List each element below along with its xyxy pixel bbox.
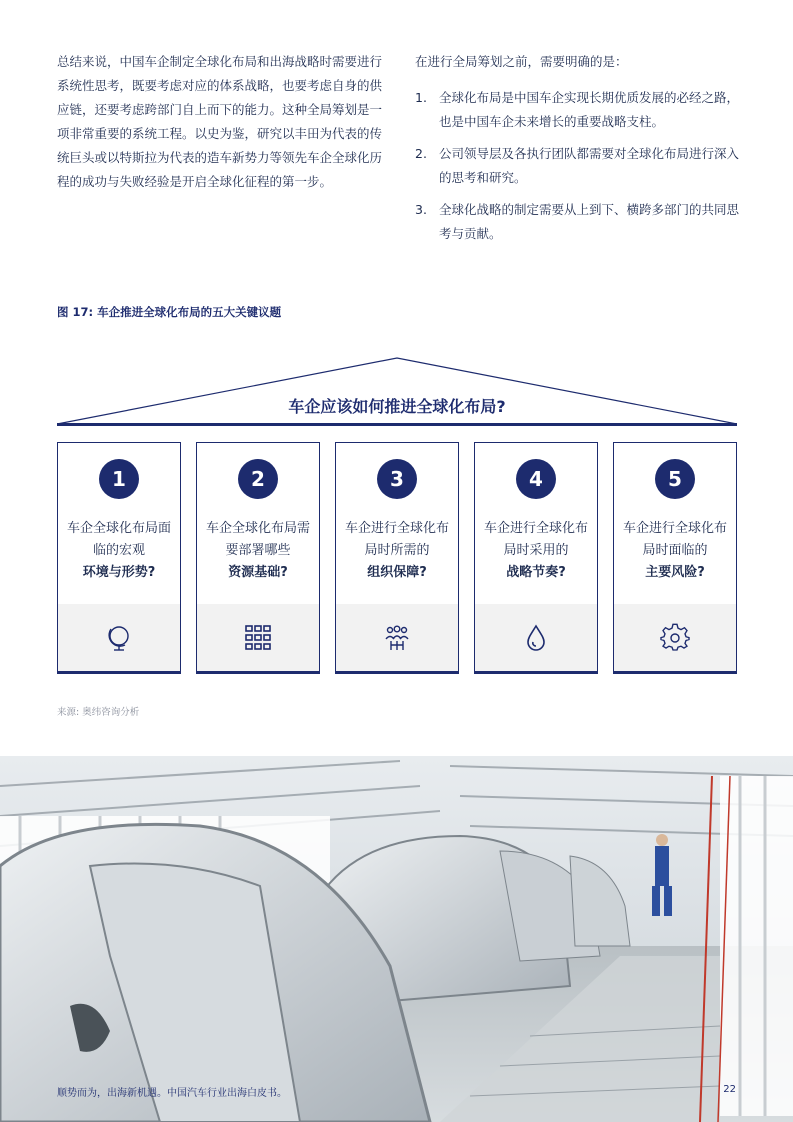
list-item: 3. 全球化战略的制定需要从上到下、横跨多部门的共同思考与贡献。: [415, 202, 740, 241]
topic-text: 车企全球化布局需要部署哪些 资源基础?: [205, 521, 310, 580]
drop-icon: [521, 623, 551, 653]
requirements-list: [415, 86, 745, 246]
topic-text: 车企进行全球化布局时采用的 战略节奏?: [483, 521, 588, 580]
grid-icon: [243, 623, 273, 653]
page-number: 22: [723, 1084, 736, 1095]
topic-card-5: [613, 442, 737, 674]
requirements-column: [415, 50, 745, 254]
list-item: 2. 公司领导层及各执行团队都需要对全球化布局进行深入的思考和研究。: [415, 146, 740, 185]
number-badge: 1: [99, 459, 139, 499]
number-badge: 3: [377, 459, 417, 499]
number-badge: 5: [655, 459, 695, 499]
topic-text: 车企全球化布局面临的宏观 环境与形势?: [66, 521, 171, 580]
icon-panel: [58, 604, 180, 671]
roof-title: 车企应该如何推进全球化布局?: [288, 397, 506, 416]
figure-title: 图 17: 车企推进全球化布局的五大关键议题: [57, 305, 282, 319]
globe-icon: [104, 623, 134, 653]
topic-card-1: [57, 442, 181, 674]
icon-panel: [336, 604, 458, 671]
icon-panel: [614, 604, 736, 671]
list-item: 1. 全球化布局是中国车企实现长期优质发展的必经之路，也是中国车企未来增长的重要战略支柱。: [415, 90, 740, 129]
team-icon: [382, 623, 412, 653]
intro-paragraph: 总结来说，中国车企制定全球化布局和出海战略时需要进行系统性思考，既要考虑对应的体系战略，也要考虑自身的供应链，还要考虑跨部门自上而下的能力。这种全局筹划是一项非常重要的系统工程。以史为鉴，研究以丰田为代表的传统巨头或以特斯拉为代表的造车新势力等领先车企全球化历程的成功与失败经验是开启全球化征程的第一步。: [57, 54, 383, 189]
topic-card-3: [335, 442, 459, 674]
icon-panel: [197, 604, 319, 671]
number-badge: 2: [238, 459, 278, 499]
footer-title: 顺势而为，出海新机遇。中国汽车行业出海白皮书。: [57, 1088, 287, 1099]
factory-photo: [0, 756, 793, 1122]
gear-icon: [660, 623, 690, 653]
topic-text: 车企进行全球化布局时面临的 主要风险?: [622, 521, 727, 580]
requirements-intro: 在进行全局筹划之前，需要明确的是：: [415, 54, 628, 69]
key-topics-cards: [57, 442, 737, 674]
topic-card-4: [474, 442, 598, 674]
figure-source: 来源: 奥纬咨询分析: [57, 707, 140, 718]
topic-card-2: [196, 442, 320, 674]
number-badge: 4: [516, 459, 556, 499]
icon-panel: [475, 604, 597, 671]
topic-text: 车企进行全球化布局时所需的 组织保障?: [344, 521, 449, 580]
